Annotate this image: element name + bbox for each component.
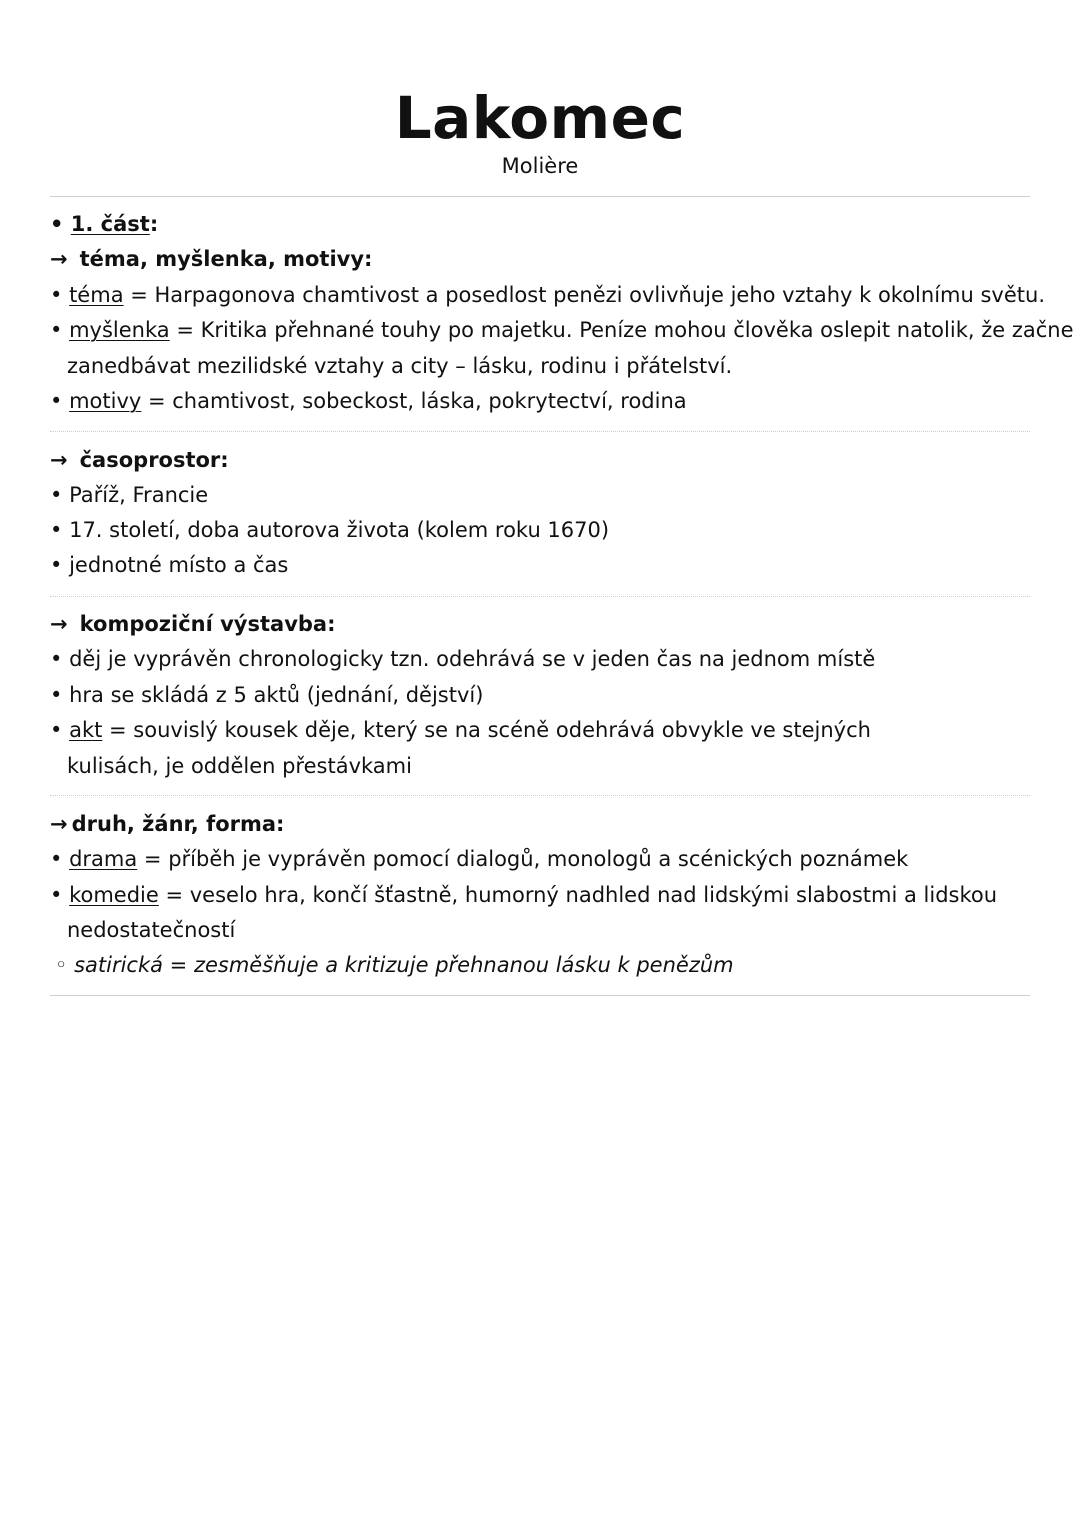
term: akt [69,718,103,742]
document-title: Lakomec [394,84,686,152]
author-name: Molière [501,154,579,178]
item-text: 17. století, doba autorova života (kolem roku 1670) [69,518,610,542]
part-heading [50,209,1030,239]
definition: = souvislý kousek děje, který se na scéně odehrává obvykle ve stejných [102,718,871,742]
list-item-continuation: kulisách, je oddělen přestávkami [67,754,412,778]
bullet: • [50,389,63,413]
list-item [50,880,1030,910]
bullet: • [50,847,63,871]
bullet: • [50,883,63,907]
definition: = Kritika přehnané touhy po majetku. Peníze mohou člověka oslepit natolik, že začne [169,318,1074,342]
bullet: • [50,718,63,742]
definition: = veselo hra, končí šťastně, humorný nadhled nad lidskými slabostmi a lidskou [158,883,998,907]
section-heading-composition [50,609,1030,639]
list-item [50,386,1030,416]
term: komedie [69,883,159,907]
list-item [50,550,1030,580]
list-item [50,315,1074,345]
header-divider [50,196,1030,197]
arrow-icon: → [50,247,68,271]
term: myšlenka [69,318,170,342]
arrow-icon: → [50,612,68,636]
bullet: • [50,212,64,236]
list-item-continuation: zanedbávat mezilidské vztahy a city – lásku, rodinu i přátelství. [67,354,733,378]
part-label: 1. část [70,212,150,236]
section-divider [50,795,1030,796]
list-item [50,680,1030,710]
term: drama [69,847,138,871]
item-text: jednotné místo a čas [69,553,289,577]
bullet: • [50,283,63,307]
section-heading-theme [50,244,1030,274]
list-item [50,715,1030,745]
section-divider [50,431,1030,432]
list-item [50,515,1030,545]
bullet: • [50,518,63,542]
bullet: • [50,318,63,342]
sub-list-item [55,950,1035,980]
definition: = příběh je vyprávěn pomocí dialogů, monologů a scénických poznámek [137,847,909,871]
section-heading-time-space [50,445,1030,475]
part-colon: : [149,212,159,236]
section-heading-text: druh, žánr, forma: [71,812,285,836]
section-heading-text: téma, myšlenka, motivy: [79,247,373,271]
item-text: satirická = zesměšňuje a kritizuje přehnanou lásku k penězům [74,953,734,977]
section-heading-text: časoprostor: [79,448,229,472]
bullet: • [50,483,63,507]
sub-bullet: ◦ [55,953,68,977]
list-item [50,644,1030,674]
section-divider [50,596,1030,597]
section-heading-genre [50,809,1030,839]
arrow-icon: → [50,448,68,472]
bullet: • [50,647,63,671]
section-heading-text: kompoziční výstavba: [79,612,336,636]
bullet: • [50,683,63,707]
arrow-icon: → [50,812,68,836]
term: motivy [69,389,142,413]
definition: = Harpagonova chamtivost a posedlost penězi ovlivňuje jeho vztahy k okolnímu světu. [123,283,1045,307]
list-item [50,844,1030,874]
term: téma [69,283,124,307]
list-item [50,280,1045,310]
bullet: • [50,553,63,577]
list-item-continuation: nedostatečností [67,918,236,942]
item-text: Paříž, Francie [69,483,209,507]
item-text: děj je vyprávěn chronologicky tzn. odehrává se v jeden čas na jednom místě [69,647,876,671]
item-text: hra se skládá z 5 aktů (jednání, dějství) [69,683,484,707]
footer-divider [50,995,1030,996]
list-item [50,480,1030,510]
definition: = chamtivost, sobeckost, láska, pokrytectví, rodina [141,389,687,413]
